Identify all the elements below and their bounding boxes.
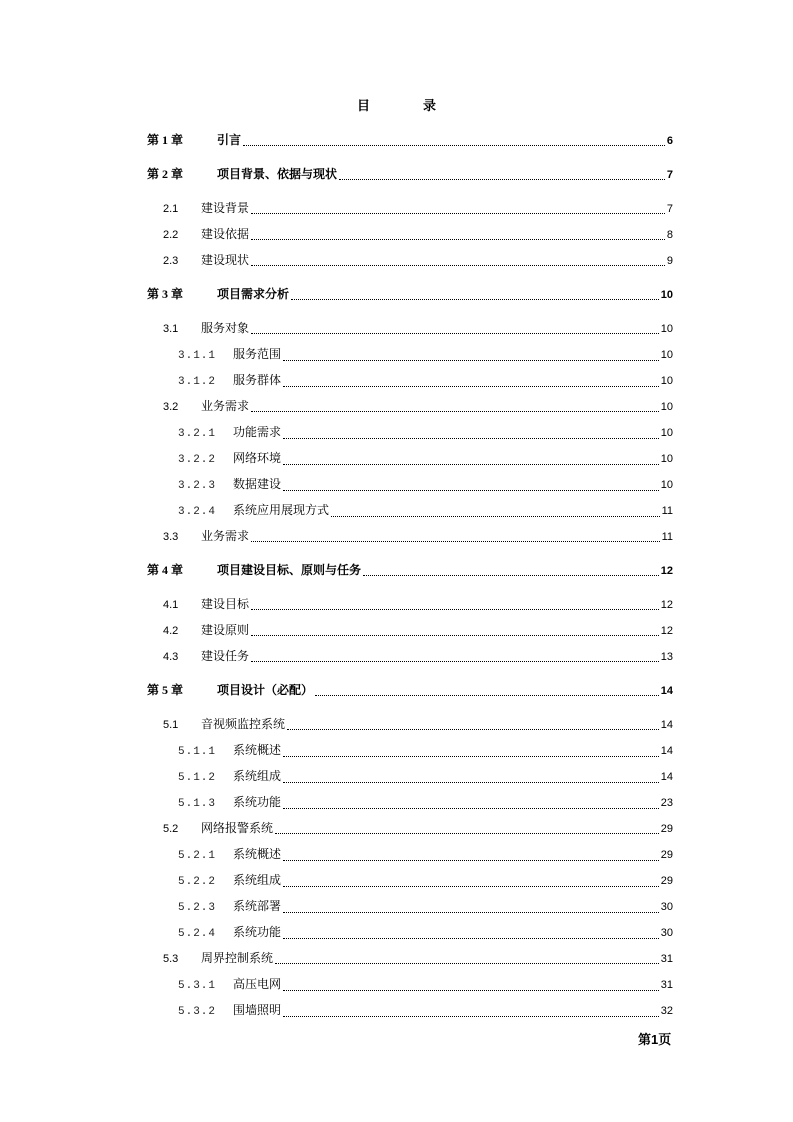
toc-dot-leader: [251, 264, 665, 266]
toc-dot-leader: [315, 694, 659, 696]
toc-entry-page: 12: [660, 599, 673, 611]
toc-entry-page: 14: [660, 771, 673, 783]
toc-dot-leader: [283, 437, 659, 439]
toc-section-entry[interactable]: [163, 716, 673, 733]
toc-dot-leader: [283, 359, 659, 361]
toc-section-entry[interactable]: [163, 648, 673, 665]
toc-section-entry[interactable]: [163, 200, 673, 217]
toc-dot-leader: [251, 212, 665, 214]
toc-dot-leader: [251, 634, 659, 636]
toc-dot-leader: [251, 660, 659, 662]
toc-entry-title: 功能需求: [233, 425, 282, 439]
toc-entry-number: 3.2.1: [178, 428, 217, 440]
toc-title: 目 录: [356, 98, 456, 113]
toc-subsection-entry[interactable]: [178, 372, 673, 390]
toc-dot-leader: [283, 463, 659, 465]
toc-entry-page: 29: [660, 849, 673, 861]
toc-entry-page: 14: [660, 719, 673, 731]
toc-entry-page: 10: [660, 349, 673, 361]
toc-subsection-entry[interactable]: [178, 502, 673, 520]
toc-chapter-entry[interactable]: [147, 132, 673, 149]
toc-entry-number: 5.1.3: [178, 798, 217, 810]
toc-dot-leader: [339, 178, 665, 180]
toc-entry-title: 音视频监控系统: [201, 717, 286, 731]
toc-dot-leader: [275, 832, 659, 834]
toc-entry-number: 第 1 章: [147, 133, 184, 147]
toc-dot-leader: [283, 911, 659, 913]
toc-dot-leader: [251, 238, 665, 240]
toc-entry-title: 建设任务: [201, 649, 250, 663]
toc-entry-number: 3.1.1: [178, 350, 217, 362]
toc-entry-number: 3.1.2: [178, 376, 217, 388]
toc-entry-title: 系统概述: [233, 743, 282, 757]
toc-entry-title: 建设现状: [201, 253, 250, 267]
toc-chapter-entry[interactable]: [147, 286, 673, 303]
toc-entry-number: 3.2.3: [178, 480, 217, 492]
toc-entry-number: 3.2.2: [178, 454, 217, 466]
toc-entry-title: 建设目标: [201, 597, 250, 611]
toc-entry-number: 第 5 章: [147, 683, 184, 697]
toc-entry-title: 系统功能: [233, 795, 282, 809]
toc-entry-page: 9: [666, 255, 673, 267]
toc-entry-number: 第 4 章: [147, 563, 184, 577]
toc-entry-number: 5.3: [163, 953, 179, 965]
toc-subsection-entry[interactable]: [178, 450, 673, 468]
toc-entry-page: 10: [660, 479, 673, 491]
toc-section-entry[interactable]: [163, 528, 673, 545]
toc-entry-page: 7: [666, 169, 673, 181]
toc-entry-number: 4.1: [163, 599, 179, 611]
toc-entry-page: 12: [660, 565, 673, 577]
toc-entry-title: 周界控制系统: [201, 951, 274, 965]
toc-entry-page: 10: [660, 375, 673, 387]
toc-entry-number: 5.1.1: [178, 746, 217, 758]
toc-entry-title: 系统组成: [233, 769, 282, 783]
toc-dot-leader: [275, 962, 659, 964]
toc-entry-page: 30: [660, 901, 673, 913]
toc-entry-page: 11: [661, 505, 673, 517]
toc-section-entry[interactable]: [163, 596, 673, 613]
toc-entry-number: 3.2.4: [178, 506, 217, 518]
toc-dot-leader: [291, 298, 659, 300]
toc-entry-page: 10: [660, 401, 673, 413]
toc-dot-leader: [251, 540, 660, 542]
toc-dot-leader: [283, 755, 659, 757]
toc-entry-page: 6: [666, 135, 673, 147]
toc-entry-number: 5.2: [163, 823, 179, 835]
toc-entry-number: 2.2: [163, 229, 179, 241]
toc-entry-number: 3.1: [163, 323, 179, 335]
toc-section-entry[interactable]: [163, 226, 673, 243]
toc-subsection-entry[interactable]: [178, 346, 673, 364]
toc-subsection-entry[interactable]: [178, 898, 673, 916]
toc-entry-number: 5.1.2: [178, 772, 217, 784]
toc-entry-title: 数据建设: [233, 477, 282, 491]
toc-dot-leader: [243, 144, 665, 146]
toc-entry-title: 系统概述: [233, 847, 282, 861]
toc-entry-page: 14: [660, 745, 673, 757]
toc-subsection-entry[interactable]: [178, 476, 673, 494]
toc-dot-leader: [283, 781, 659, 783]
toc-entry-number: 4.3: [163, 651, 179, 663]
toc-dot-leader: [331, 515, 660, 517]
toc-entry-number: 2.1: [163, 203, 179, 215]
toc-entry-title: 围墙照明: [233, 1003, 282, 1017]
toc-entry-page: 10: [660, 453, 673, 465]
toc-entry-page: 10: [660, 323, 673, 335]
page-number-footer: 第1页: [638, 1032, 672, 1047]
toc-entry-title: 网络报警系统: [201, 821, 274, 835]
toc-entry-page: 31: [660, 979, 673, 991]
toc-entry-title: 系统功能: [233, 925, 282, 939]
toc-subsection-entry[interactable]: [178, 924, 673, 942]
toc-entry-title: 高压电网: [233, 977, 282, 991]
toc-section-entry[interactable]: [163, 950, 673, 967]
toc-subsection-entry[interactable]: [178, 1002, 673, 1020]
toc-subsection-entry[interactable]: [178, 872, 673, 890]
toc-dot-leader: [283, 489, 659, 491]
toc-entry-title: 业务需求: [201, 399, 250, 413]
toc-entry-page: 11: [661, 531, 673, 543]
toc-section-entry[interactable]: [163, 820, 673, 837]
toc-dot-leader: [363, 574, 659, 576]
toc-entry-number: 5.3.1: [178, 980, 217, 992]
toc-section-entry[interactable]: [163, 398, 673, 415]
toc-entry-number: 4.2: [163, 625, 179, 637]
toc-entry-title: 服务范围: [233, 347, 282, 361]
toc-entry-title: 建设背景: [201, 201, 250, 215]
toc-section-entry[interactable]: [163, 252, 673, 269]
toc-chapter-entry[interactable]: [147, 166, 673, 183]
toc-chapter-entry[interactable]: [147, 562, 673, 579]
toc-entry-number: 5.2.2: [178, 876, 217, 888]
toc-entry-title: 项目需求分析: [217, 287, 290, 301]
toc-entry-page: 29: [660, 875, 673, 887]
toc-subsection-entry[interactable]: [178, 846, 673, 864]
toc-entry-title: 建设依据: [201, 227, 250, 241]
toc-chapter-entry[interactable]: [147, 682, 673, 699]
toc-entry-title: 项目建设目标、原则与任务: [217, 563, 362, 577]
toc-entry-page: 14: [660, 685, 673, 697]
toc-dot-leader: [283, 859, 659, 861]
toc-entry-number: 3.3: [163, 531, 179, 543]
toc-entry-number: 5.3.2: [178, 1006, 217, 1018]
toc-entry-page: 31: [660, 953, 673, 965]
toc-dot-leader: [283, 937, 659, 939]
toc-dot-leader: [283, 807, 659, 809]
toc-dot-leader: [283, 1015, 659, 1017]
toc-entry-title: 服务对象: [201, 321, 250, 335]
toc-dot-leader: [251, 608, 659, 610]
toc-entry-number: 5.2.3: [178, 902, 217, 914]
toc-subsection-entry[interactable]: [178, 976, 673, 994]
toc-entry-number: 2.3: [163, 255, 179, 267]
toc-entry-title: 系统部署: [233, 899, 282, 913]
toc-subsection-entry[interactable]: [178, 794, 673, 812]
toc-entry-page: 7: [666, 203, 673, 215]
toc-entry-number: 5.2.4: [178, 928, 217, 940]
toc-subsection-entry[interactable]: [178, 424, 673, 442]
toc-entry-title: 系统组成: [233, 873, 282, 887]
toc-entry-title: 建设原则: [201, 623, 250, 637]
toc-dot-leader: [251, 410, 659, 412]
toc-dot-leader: [283, 885, 659, 887]
toc-entry-page: 30: [660, 927, 673, 939]
toc-entry-number: 5.2.1: [178, 850, 217, 862]
toc-dot-leader: [287, 728, 659, 730]
toc-entry-title: 业务需求: [201, 529, 250, 543]
toc-entry-number: 第 3 章: [147, 287, 184, 301]
toc-entry-title: 系统应用展现方式: [233, 503, 330, 517]
toc-entry-page: 32: [660, 1005, 673, 1017]
toc-entry-page: 8: [666, 229, 673, 241]
toc-entry-page: 10: [660, 427, 673, 439]
toc-dot-leader: [251, 332, 659, 334]
toc-entry-title: 引言: [217, 133, 242, 147]
toc-entry-number: 5.1: [163, 719, 179, 731]
toc-section-entry[interactable]: [163, 622, 673, 639]
toc-section-entry[interactable]: [163, 320, 673, 337]
toc-entry-page: 23: [660, 797, 673, 809]
toc-entry-page: 10: [660, 289, 673, 301]
toc-entry-number: 3.2: [163, 401, 179, 413]
toc-subsection-entry[interactable]: [178, 768, 673, 786]
toc-subsection-entry[interactable]: [178, 742, 673, 760]
toc-entry-number: 第 2 章: [147, 167, 184, 181]
toc-entry-title: 网络环境: [233, 451, 282, 465]
toc-entry-title: 项目背景、依据与现状: [217, 167, 338, 181]
toc-dot-leader: [283, 385, 659, 387]
toc-entry-title: 项目设计（必配）: [217, 683, 314, 697]
toc-dot-leader: [283, 989, 659, 991]
toc-entry-title: 服务群体: [233, 373, 282, 387]
toc-entry-page: 29: [660, 823, 673, 835]
toc-entry-page: 12: [660, 625, 673, 637]
toc-entry-page: 13: [660, 651, 673, 663]
